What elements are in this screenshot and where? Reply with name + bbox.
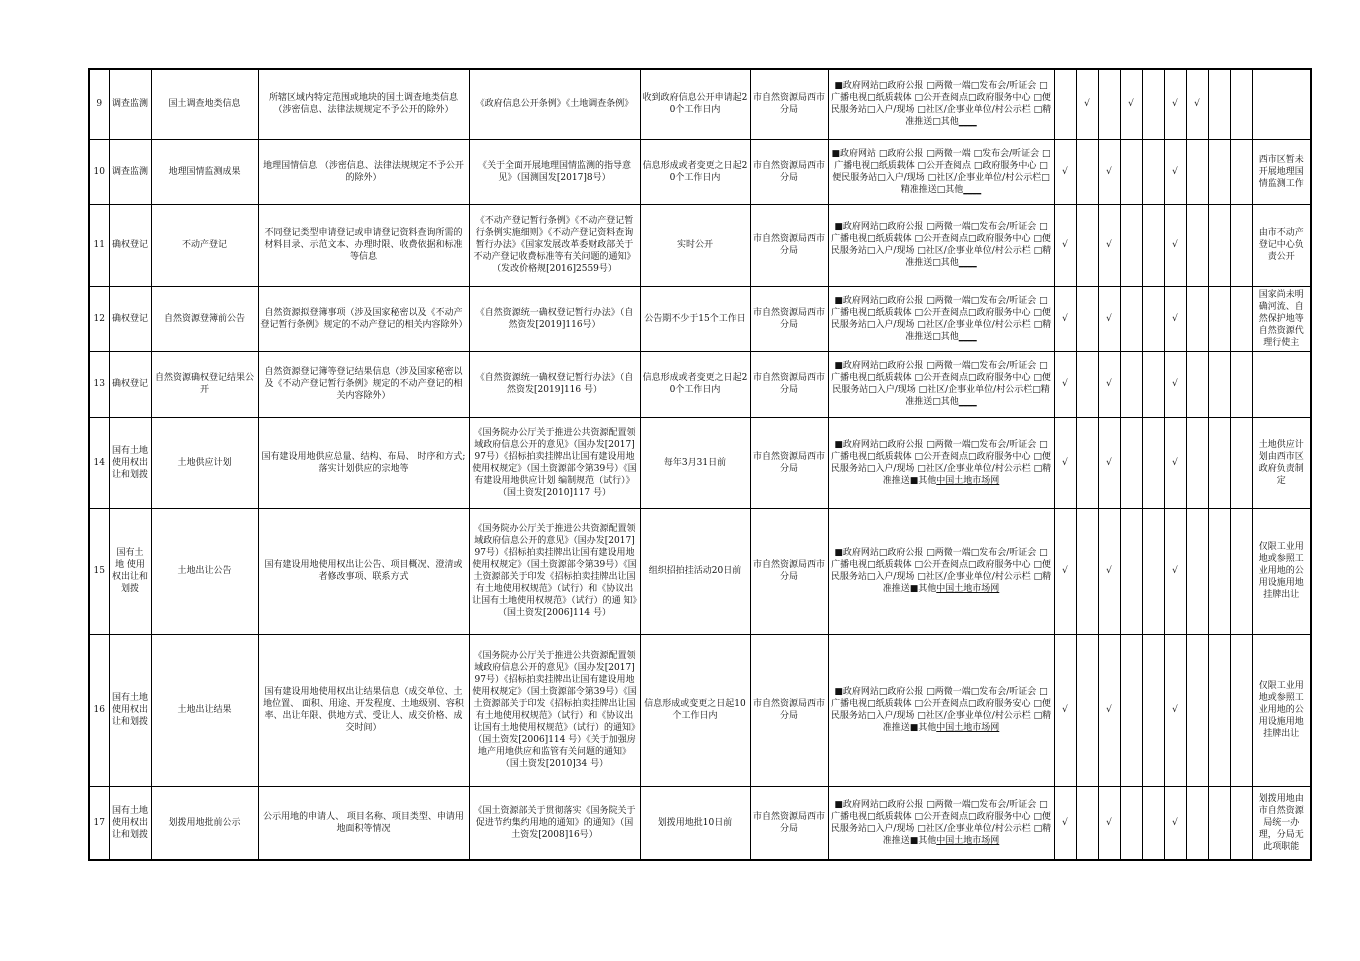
row-basis: 《自然资源统一确权登记暂行办法》（自然资发[2019]116 号） xyxy=(469,351,640,417)
row-remark: 土地供应计划由西市区政府负责制定 xyxy=(1252,417,1311,508)
check-cell xyxy=(1208,634,1230,786)
row-remark: 仅限工业用地或参照工业用地的公用设施用地挂牌出让 xyxy=(1252,508,1311,634)
row-timing: 信息形成或者变更之日起20个工作日内 xyxy=(640,351,750,417)
row-subject: 市自然资源局西市分局 xyxy=(750,508,828,634)
row-number: 9 xyxy=(89,69,109,139)
row-item: 自然资源登簿前公告 xyxy=(151,286,258,351)
check-cell: √ xyxy=(1054,139,1076,204)
table-row xyxy=(89,204,1311,286)
check-cell xyxy=(1230,417,1252,508)
check-cell xyxy=(1120,786,1142,860)
row-timing: 信息形成或者变更之日起20个工作日内 xyxy=(640,139,750,204)
check-cell xyxy=(1120,417,1142,508)
check-cell: √ xyxy=(1164,139,1186,204)
check-cell: √ xyxy=(1054,417,1076,508)
row-number: 15 xyxy=(89,508,109,634)
check-cell: √ xyxy=(1098,351,1120,417)
channels-text: ■政府网站□政府公报 □两微一端□发布会/听证会 □广播电视□纸质载体 □公开查阅点□政府服务中心 □便民服务站□入户/现场 □社区/企事业单位/村公示栏 □精准推送□其他 xyxy=(830,222,1052,268)
row-channels xyxy=(828,69,1054,139)
row-content: 公示用地的申请人、 项目名称、项目类型、申请用地面积等情况 xyxy=(258,786,469,860)
check-cell xyxy=(1120,204,1142,286)
check-cell: √ xyxy=(1054,286,1076,351)
row-subject: 市自然资源局西市分局 xyxy=(750,69,828,139)
row-item: 土地出让结果 xyxy=(151,634,258,786)
row-timing: 每年3月31日前 xyxy=(640,417,750,508)
check-cell xyxy=(1186,286,1208,351)
check-cell: √ xyxy=(1054,634,1076,786)
check-cell: √ xyxy=(1164,204,1186,286)
check-cell xyxy=(1120,286,1142,351)
channels-text: ■政府网站□政府公报 □两微一端□发布会/听证会 □广播电视□纸质载体 □公开查阅点□政府服务中心 □便民服务站□入户/现场 □社区/企事业单位/村公示栏 □精准推送□其他 xyxy=(830,295,1052,342)
check-cell xyxy=(1142,786,1164,860)
check-cell: √ xyxy=(1164,286,1186,351)
row-subject: 市自然资源局西市分局 xyxy=(750,786,828,860)
channels-other-link: 中国土地市场网 xyxy=(936,835,1000,846)
check-cell xyxy=(1076,508,1098,634)
check-cell xyxy=(1076,351,1098,417)
row-subject: 市自然资源局西市分局 xyxy=(750,204,828,286)
check-cell xyxy=(1208,417,1230,508)
row-basis: 《国务院办公厅关于推进公共资源配置领域政府信息公开的意见》（国办发[2017]97号）《招标拍卖挂牌出让国有建设用地使用权规定》（国土资源部令第39号）《国有建设用地供应计划 编制规范（试行）》 （国土资发[2010]117 号） xyxy=(469,417,640,508)
row-content: 不同登记类型申请登记或申请登记资料查询所需的材料目录、示范文本、办理时限、收费依据和标准等信息 xyxy=(258,204,469,286)
table-row xyxy=(89,139,1311,204)
check-cell: √ xyxy=(1054,786,1076,860)
channels-text: ■政府网站□政府公报 □两微一端□发布会/听证会 □广播电视□纸质载体 □公开查阅点□政府服务中心 □便民服务站□入户/现场 □社区/企事业单位/村公示栏 □精准推送□其他 xyxy=(830,81,1052,128)
check-cell: √ xyxy=(1164,351,1186,417)
row-timing: 收到政府信息公开申请起20个工作日内 xyxy=(640,69,750,139)
channels-other-link: 中国土地市场网 xyxy=(936,584,1000,594)
row-category: 国有土 地 使用权出让和划拨 xyxy=(109,508,151,634)
check-cell xyxy=(1142,417,1164,508)
check-cell xyxy=(1208,69,1230,139)
check-cell: √ xyxy=(1098,204,1120,286)
channels-other-link: ____ xyxy=(958,117,977,128)
row-number: 17 xyxy=(89,786,109,860)
channels-text: ■政府网站 □政府公报 □两微一端 □发布会/听证会 □广播电视□纸质载体 □公开查阅点 □政府服务中心 □便民服务站□入户/现场 □社区/企事业单位/村公示栏□精准推送□其他 xyxy=(831,148,1051,195)
row-item: 土地出让公告 xyxy=(151,508,258,634)
check-cell: √ xyxy=(1186,69,1208,139)
check-cell xyxy=(1186,351,1208,417)
row-remark xyxy=(1252,69,1311,139)
row-item: 自然资源确权登记结果公开 xyxy=(151,351,258,417)
check-cell xyxy=(1076,634,1098,786)
disclosure-table xyxy=(88,68,1312,861)
check-cell xyxy=(1230,139,1252,204)
check-cell xyxy=(1208,508,1230,634)
row-basis: 《国务院办公厅关于推进公共资源配置领域政府信息公开的意见》（国办发[2017]97号）《招标拍卖挂牌出让国有建设用地使用权规定》（国土资源部令第39号）《国土资源部关于印发《招标拍卖挂牌出让国有土地使用权规范》（试行）和《协议出让国有土地使用权规范》（试行）的通 知》（国土资发[2006]114 号） xyxy=(469,508,640,634)
check-cell xyxy=(1186,204,1208,286)
row-basis: 《自然资源统一确权登记暂行办法》（自然资发[2019]116号） xyxy=(469,286,640,351)
channels-other-link: 中国土地市场网 xyxy=(936,475,1000,486)
check-cell xyxy=(1076,139,1098,204)
check-cell xyxy=(1230,351,1252,417)
row-category: 国有土地 使用权出 让和划拨 xyxy=(109,634,151,786)
row-channels xyxy=(828,417,1054,508)
check-cell: √ xyxy=(1098,139,1120,204)
row-channels xyxy=(828,351,1054,417)
row-category: 调查监测 xyxy=(109,139,151,204)
row-subject: 市自然资源局西市分局 xyxy=(750,351,828,417)
row-number: 16 xyxy=(89,634,109,786)
check-cell xyxy=(1230,786,1252,860)
check-cell: √ xyxy=(1098,417,1120,508)
check-cell: √ xyxy=(1098,286,1120,351)
row-remark: 划拨用地由市自然资源局统一办理，分局无此项职能 xyxy=(1252,786,1311,860)
channels-other-link: 中国土地市场网 xyxy=(936,723,1000,733)
row-subject: 市自然资源局西市分局 xyxy=(750,417,828,508)
check-cell xyxy=(1120,634,1142,786)
check-cell xyxy=(1076,204,1098,286)
check-cell xyxy=(1230,508,1252,634)
table-row xyxy=(89,786,1311,860)
row-basis: 《政府信息公开条例》《土地调查条例》 xyxy=(469,69,640,139)
check-cell: √ xyxy=(1164,786,1186,860)
row-channels xyxy=(828,634,1054,786)
row-remark: 由市不动产登记中心负责公开 xyxy=(1252,204,1311,286)
check-cell: √ xyxy=(1098,786,1120,860)
check-cell xyxy=(1054,69,1076,139)
table-row xyxy=(89,634,1311,786)
check-cell xyxy=(1230,634,1252,786)
row-timing: 实时公开 xyxy=(640,204,750,286)
row-basis: 《国务院办公厅关于推进公共资源配置领域政府信息公开的意见》（国办发[2017]97号）《招标拍卖挂牌出让国有建设用地使用权规定》（国土资源部令第39号）《国土资源部关于印发《招标拍卖挂牌出让国有土地使用权规范》（试行）和《协议出让国有土地使用权规范》（试行）的通知》（国土资发[2006]114 号）《关于加强房地产用地供应和监管有关问题的通知》（国土资发[2010]34 号） xyxy=(469,634,640,786)
channels-other-link: ____ xyxy=(963,184,982,195)
table-row xyxy=(89,417,1311,508)
check-cell xyxy=(1230,286,1252,351)
row-timing: 组织招拍挂活动20日前 xyxy=(640,508,750,634)
row-basis: 《关于全面开展地理国情监测的指导意见》（国测国发[2017]8号） xyxy=(469,139,640,204)
check-cell xyxy=(1230,204,1252,286)
row-category: 确权登记 xyxy=(109,204,151,286)
check-cell xyxy=(1142,351,1164,417)
row-timing: 划拨用地批10日前 xyxy=(640,786,750,860)
channels-other-link: ____ xyxy=(958,397,977,407)
check-cell: √ xyxy=(1054,204,1076,286)
table-row xyxy=(89,351,1311,417)
check-cell: √ xyxy=(1164,417,1186,508)
row-content: 国有建设用地使用权出让结果信息（成交单位、土地位置、 面积、用途、开发程度、土地级别、容积率、出让年限、供地方式、受让人、成交价格、成交时间） xyxy=(258,634,469,786)
channels-text: ■政府网站□政府公报 □两微一端□发布会/听证会 □广播电视□纸质载体 □公开查阅点□政府服务中心 □便民服务站□入户/现场 □社区/企事业单位/村公示栏 □精准推送■其他 xyxy=(830,548,1052,594)
check-cell: √ xyxy=(1098,634,1120,786)
channels-text: ■政府网站□政府公报 □两微一端□发布会/听证会 □广播电视□纸质载体 □公开查阅点□政府服务中心 □便民服务站□入户/现场 □社区/企事业单位/村公示栏□精准推送□其他 xyxy=(831,361,1051,407)
row-number: 11 xyxy=(89,204,109,286)
row-timing: 信息形成或变更之日起10个工作日内 xyxy=(640,634,750,786)
check-cell xyxy=(1142,69,1164,139)
row-number: 12 xyxy=(89,286,109,351)
row-content: 国有建设用地使用权出让公告、项目概况、澄清或者修改事项、联系方式 xyxy=(258,508,469,634)
row-timing: 公告期不少于15个工作日 xyxy=(640,286,750,351)
check-cell: √ xyxy=(1098,508,1120,634)
row-item: 国土调查地类信息 xyxy=(151,69,258,139)
check-cell xyxy=(1142,508,1164,634)
row-basis: 《国土资源部关于贯彻落实《国务院关于促进节约集约用地的通知》的通知》（国土资发[2008]16号） xyxy=(469,786,640,860)
channels-other-link: ____ xyxy=(958,331,977,342)
check-cell xyxy=(1186,786,1208,860)
row-remark: 西市区暂未开展地理国情监测工作 xyxy=(1252,139,1311,204)
row-category: 确权登记 xyxy=(109,351,151,417)
row-category: 调查监测 xyxy=(109,69,151,139)
check-cell xyxy=(1142,634,1164,786)
row-number: 14 xyxy=(89,417,109,508)
row-basis: 《不动产登记暂行条例》《不动产登记暂行条例实施细则》《不动产登记资料查询暂行办法》《国家发展改革委财政部关于不动产登记收费标准等有关问题的通知》（发改价格规[2016]2559号） xyxy=(469,204,640,286)
row-subject: 市自然资源局西市分局 xyxy=(750,634,828,786)
check-cell xyxy=(1186,508,1208,634)
check-cell xyxy=(1186,417,1208,508)
check-cell: √ xyxy=(1054,351,1076,417)
check-cell xyxy=(1120,351,1142,417)
row-channels xyxy=(828,204,1054,286)
check-cell xyxy=(1142,204,1164,286)
row-content: 地理国情信息 （涉密信息、法律法规规定不予公开的除外） xyxy=(258,139,469,204)
check-cell xyxy=(1120,508,1142,634)
check-cell: √ xyxy=(1164,634,1186,786)
row-channels xyxy=(828,286,1054,351)
check-cell: √ xyxy=(1164,69,1186,139)
check-cell xyxy=(1208,204,1230,286)
check-cell xyxy=(1186,139,1208,204)
row-item: 划拨用地批前公示 xyxy=(151,786,258,860)
row-category: 国有土地 使用权出让和划拨 xyxy=(109,786,151,860)
check-cell xyxy=(1076,786,1098,860)
row-item: 不动产登记 xyxy=(151,204,258,286)
row-content: 所辖区域内特定范围或地块的国土调查地类信息（涉密信息、法律法规规定不予公开的除外） xyxy=(258,69,469,139)
table-row xyxy=(89,69,1311,139)
check-cell xyxy=(1142,286,1164,351)
row-number: 13 xyxy=(89,351,109,417)
check-cell xyxy=(1230,69,1252,139)
check-cell: √ xyxy=(1076,69,1098,139)
check-cell xyxy=(1142,139,1164,204)
check-cell xyxy=(1076,417,1098,508)
row-remark: 国家尚未明确河流、自然保护地等自然资源代理行使主 xyxy=(1252,286,1311,351)
check-cell: √ xyxy=(1120,69,1142,139)
row-subject: 市自然资源局西市分局 xyxy=(750,286,828,351)
channels-text: ■政府网站□政府公报 □两微一端□发布会/听证会 □广播电视□纸质载体 □公开查阅点□政府服务安心 □便民服务站□入户/现场 □社区/企事业单位/村公示栏 □精准推送■其他 xyxy=(830,687,1052,733)
row-channels xyxy=(828,786,1054,860)
row-remark xyxy=(1252,351,1311,417)
check-cell xyxy=(1208,139,1230,204)
row-remark: 仅限工业用地或参照工业用地的公用设施用地挂牌出让 xyxy=(1252,634,1311,786)
check-cell xyxy=(1208,786,1230,860)
row-channels xyxy=(828,508,1054,634)
row-content: 自然资源登记簿等登记结果信息（涉及国家秘密以及《不动产登记暂行条例》规定的不动产登记的相关内容除外） xyxy=(258,351,469,417)
check-cell xyxy=(1186,634,1208,786)
check-cell: √ xyxy=(1164,508,1186,634)
table-row xyxy=(89,508,1311,634)
row-item: 地理国情监测成果 xyxy=(151,139,258,204)
check-cell xyxy=(1208,351,1230,417)
check-cell xyxy=(1098,69,1120,139)
row-number: 10 xyxy=(89,139,109,204)
row-subject: 市自然资源局西市分局 xyxy=(750,139,828,204)
row-item: 土地供应计划 xyxy=(151,417,258,508)
channels-other-link: ____ xyxy=(958,258,977,268)
check-cell: √ xyxy=(1054,508,1076,634)
channels-text: ■政府网站□政府公报 □两微一端□发布会/听证会 □广播电视□纸质载体 □公开查阅点□政府服务中心 □便民服务站□入户/现场 □社区/企事业单位/村公示栏 □精准推送■其他 xyxy=(830,799,1052,846)
row-channels xyxy=(828,139,1054,204)
check-cell xyxy=(1208,286,1230,351)
row-content: 国有建设用地供应总量、结构、布局、 时序和方式;落实计划供应的宗地等 xyxy=(258,417,469,508)
channels-text: ■政府网站□政府公报 □两微一端□发布会/听证会 □广播电视□纸质载体 □公开查阅点□政府服务中心 □便民服务站□入户/现场 □社区/企事业单位/村公示栏 □精准推送■其他 xyxy=(830,439,1052,486)
table-row xyxy=(89,286,1311,351)
row-category: 国有土地 使用权出让和划拨 xyxy=(109,417,151,508)
check-cell xyxy=(1120,139,1142,204)
check-cell xyxy=(1076,286,1098,351)
row-category: 确权登记 xyxy=(109,286,151,351)
row-content: 自然资源拟登簿事项（涉及国家秘密以及《不动产登记暂行条例》规定的不动产登记的相关内容除外） xyxy=(258,286,469,351)
